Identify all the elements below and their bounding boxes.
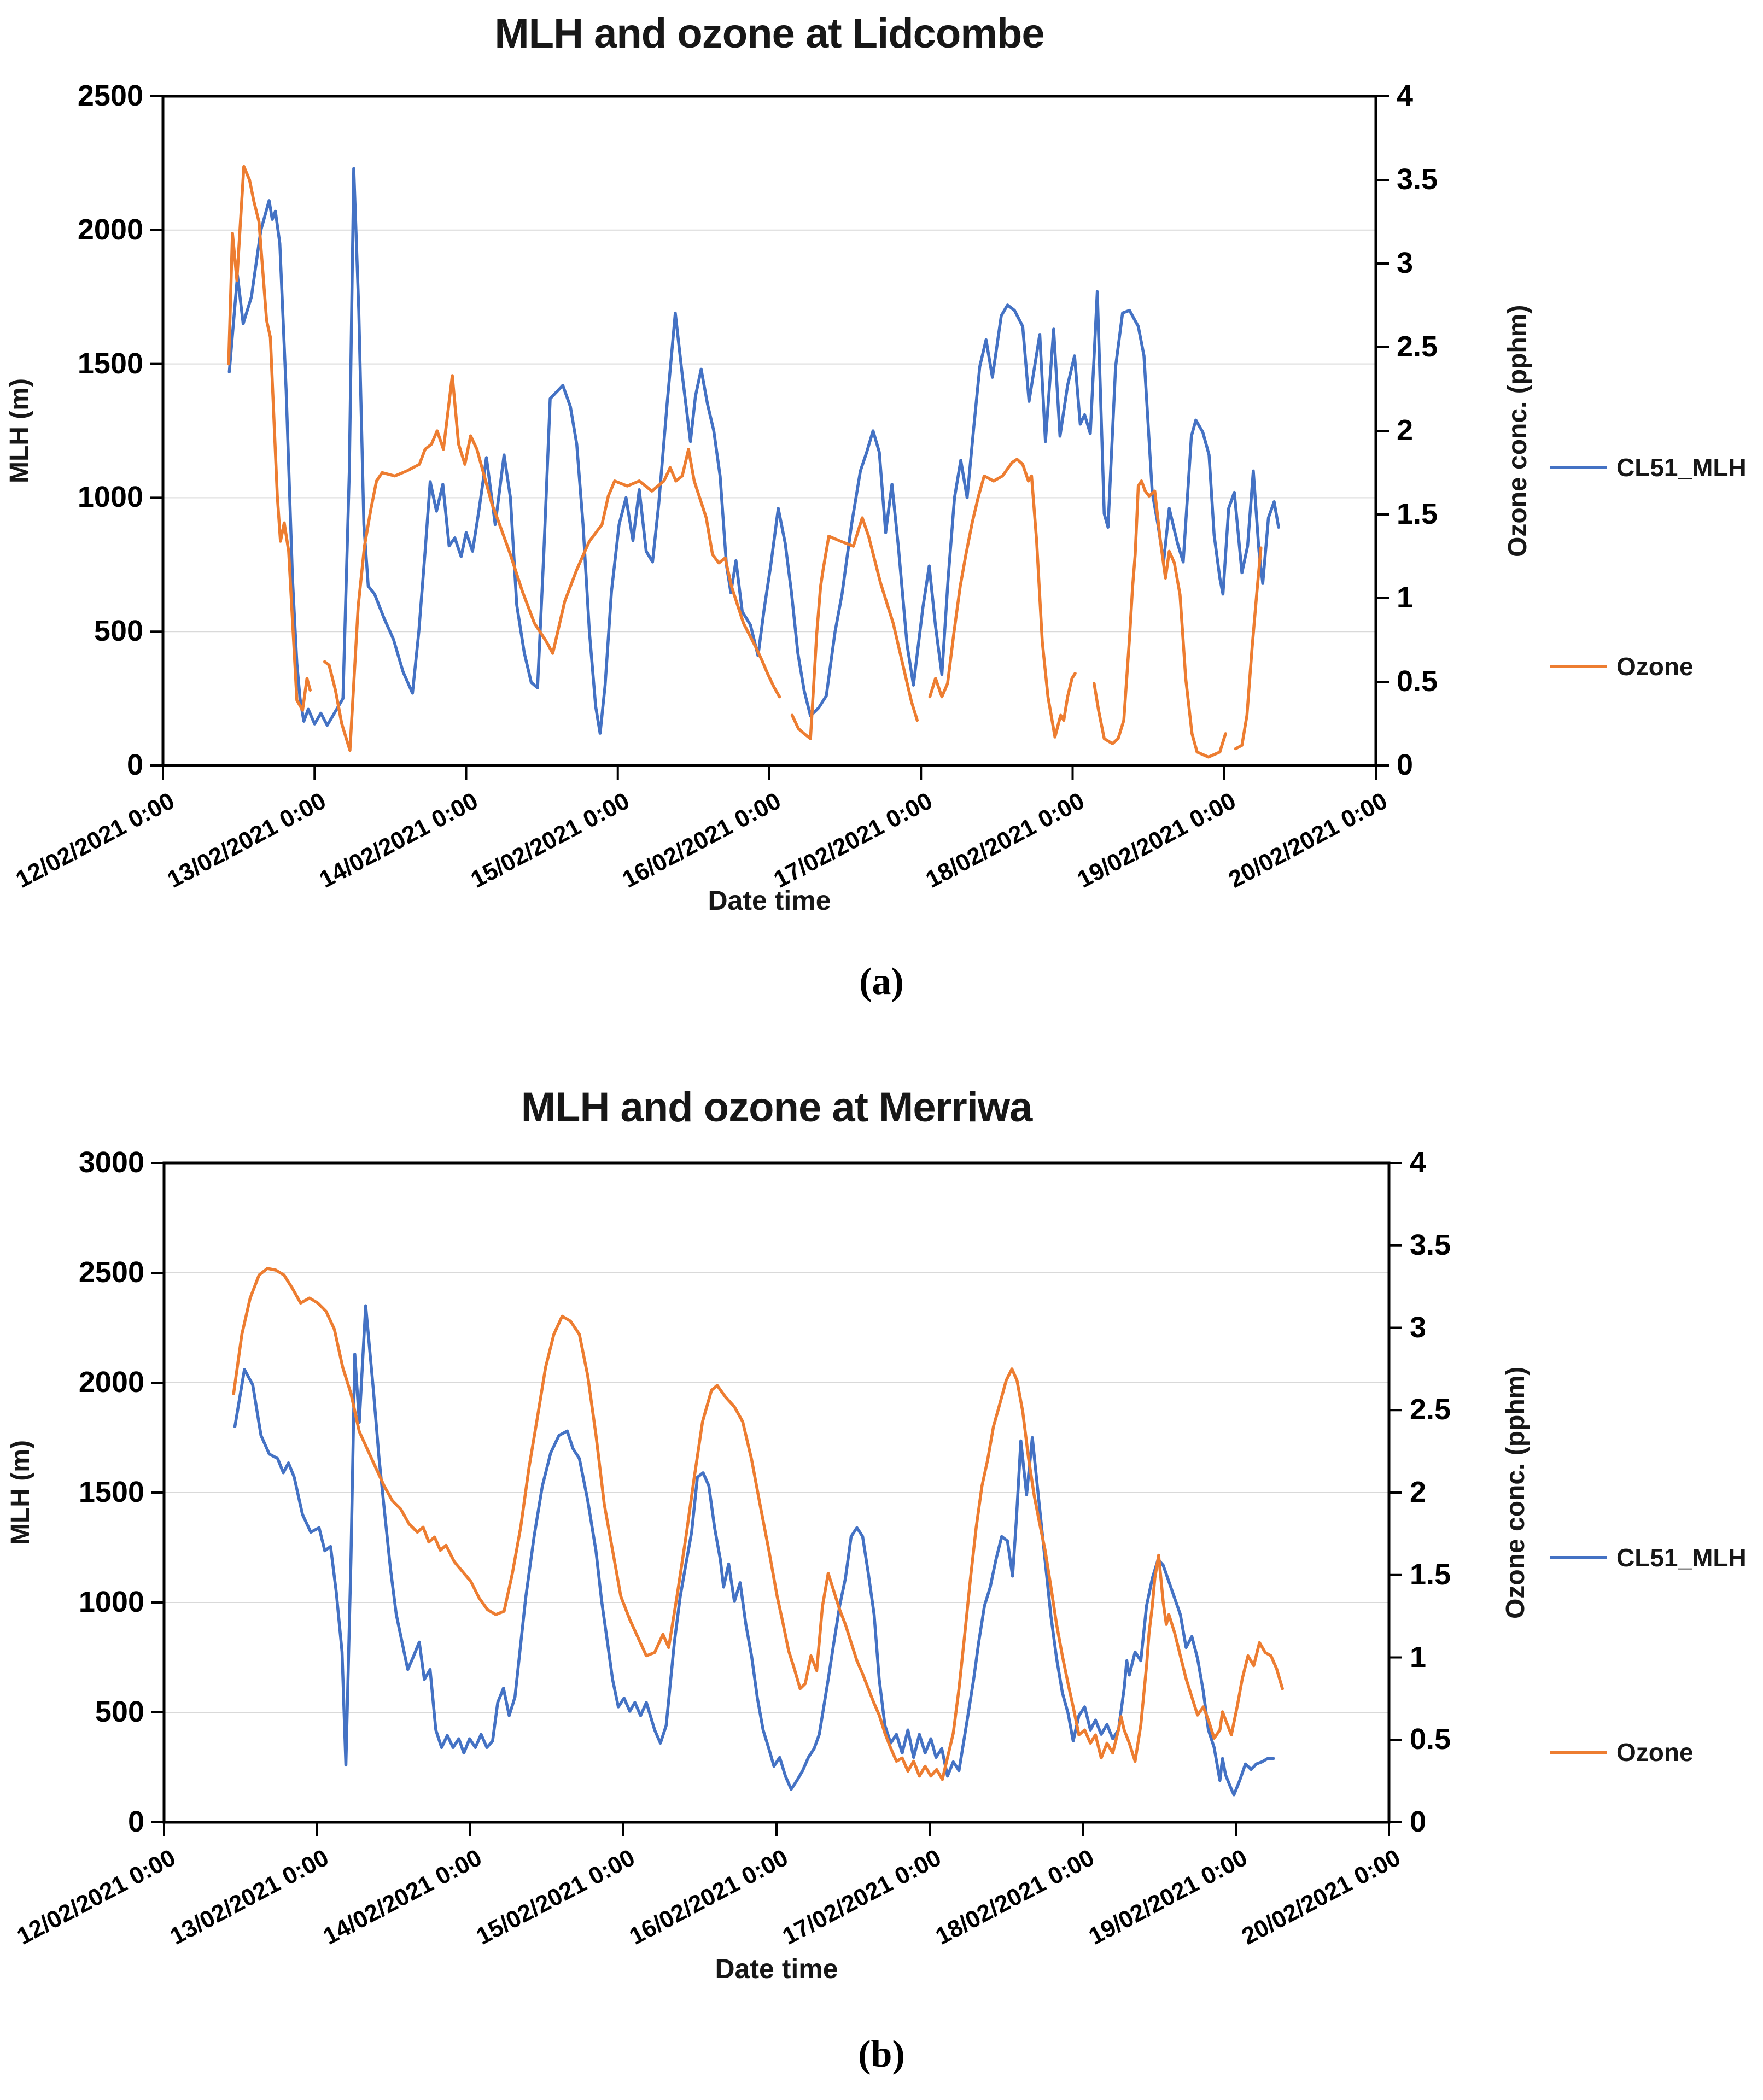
chart-merriwa [0, 1050, 1763, 2100]
y-left-tick-label: 1500 [77, 347, 143, 380]
y-left-tick-label: 500 [94, 614, 143, 647]
x-tick-label: 14/02/2021 0:00 [319, 1844, 487, 1950]
x-tick-label: 19/02/2021 0:00 [1072, 787, 1240, 893]
x-tick-label: 14/02/2021 0:00 [314, 787, 482, 893]
legend-item-mlh [1550, 1543, 1747, 1572]
y-axis-title-mlh: MLH (m) [5, 378, 34, 483]
y-left-tick-label: 2500 [77, 79, 143, 112]
x-tick-label: 12/02/2021 0:00 [11, 787, 179, 893]
legend-label-mlh: CL51_MLH [1616, 1543, 1747, 1572]
y-left-tick-label: 2000 [77, 213, 143, 246]
chart-title: MLH and ozone at Lidcombe [494, 10, 1044, 57]
y-axis-title-ozone: Ozone conc. (pphm) [1503, 305, 1532, 557]
y-right-tick-label: 2.5 [1410, 1393, 1451, 1426]
y-right-tick-label: 0 [1410, 1805, 1427, 1838]
y-right-tick-label: 0.5 [1397, 664, 1438, 698]
legend-item-ozone [1550, 1738, 1694, 1767]
y-right-tick-label: 0.5 [1410, 1723, 1451, 1756]
x-tick-label: 15/02/2021 0:00 [466, 787, 634, 893]
x-tick-label: 17/02/2021 0:00 [769, 787, 937, 893]
y-right-tick-label: 1 [1410, 1640, 1427, 1674]
y-right-tick-label: 3.5 [1397, 162, 1438, 196]
mlh-line-swatch [1550, 1556, 1607, 1559]
y-left-tick-label: 2500 [78, 1255, 144, 1289]
x-tick-label: 13/02/2021 0:00 [166, 1844, 334, 1950]
x-axis-title: Date time [715, 1953, 838, 1984]
y-left-tick-label: 2000 [78, 1365, 144, 1399]
x-tick-label: 20/02/2021 0:00 [1224, 787, 1392, 893]
y-right-tick-label: 3 [1397, 246, 1414, 279]
subfigure-label-b: (b) [858, 2033, 905, 2075]
x-tick-label: 12/02/2021 0:00 [13, 1844, 180, 1950]
y-right-tick-label: 1.5 [1397, 497, 1438, 530]
y-right-tick-label: 1.5 [1410, 1558, 1451, 1591]
x-tick-label: 15/02/2021 0:00 [472, 1844, 640, 1950]
x-tick-label: 17/02/2021 0:00 [778, 1844, 946, 1950]
y-right-tick-label: 3 [1410, 1311, 1427, 1344]
y-left-tick-label: 500 [95, 1695, 144, 1728]
mlh-line-swatch [1550, 466, 1607, 469]
x-tick-label: 18/02/2021 0:00 [921, 787, 1089, 893]
y-left-tick-label: 0 [127, 1805, 144, 1838]
x-tick-label: 18/02/2021 0:00 [931, 1844, 1099, 1950]
x-axis-title: Date time [708, 885, 831, 916]
y-left-tick-label: 1000 [78, 1585, 144, 1618]
legend-label-ozone: Ozone [1616, 1738, 1694, 1766]
subfigure-label-a: (a) [859, 961, 904, 1003]
legend-item-mlh [1550, 453, 1747, 482]
y-right-tick-label: 2 [1397, 413, 1414, 447]
y-left-tick-label: 0 [126, 748, 143, 781]
y-right-tick-label: 2.5 [1397, 330, 1438, 363]
y-left-tick-label: 3000 [78, 1145, 144, 1179]
y-right-tick-label: 4 [1397, 79, 1414, 112]
y-left-tick-label: 1500 [78, 1475, 144, 1508]
y-right-tick-label: 1 [1397, 581, 1414, 614]
legend-label-ozone: Ozone [1616, 652, 1694, 681]
legend-item-ozone [1550, 652, 1694, 681]
y-right-tick-label: 2 [1410, 1475, 1427, 1508]
x-tick-label: 19/02/2021 0:00 [1084, 1844, 1252, 1950]
ozone-line-swatch [1550, 665, 1607, 668]
y-axis-title-mlh: MLH (m) [6, 1440, 35, 1545]
y-right-tick-label: 3.5 [1410, 1228, 1451, 1261]
plot-canvas [0, 1050, 1763, 2100]
legend-label-mlh: CL51_MLH [1616, 453, 1747, 482]
y-right-tick-label: 0 [1397, 748, 1414, 781]
ozone-line-swatch [1550, 1751, 1607, 1754]
x-tick-label: 13/02/2021 0:00 [163, 787, 331, 893]
x-tick-label: 16/02/2021 0:00 [618, 787, 786, 893]
x-tick-label: 20/02/2021 0:00 [1237, 1844, 1405, 1950]
chart-title: MLH and ozone at Merriwa [521, 1084, 1032, 1131]
y-left-tick-label: 1000 [77, 481, 143, 514]
y-axis-title-ozone: Ozone conc. (pphm) [1501, 1366, 1530, 1619]
y-right-tick-label: 4 [1410, 1145, 1427, 1179]
x-tick-label: 16/02/2021 0:00 [625, 1844, 793, 1950]
